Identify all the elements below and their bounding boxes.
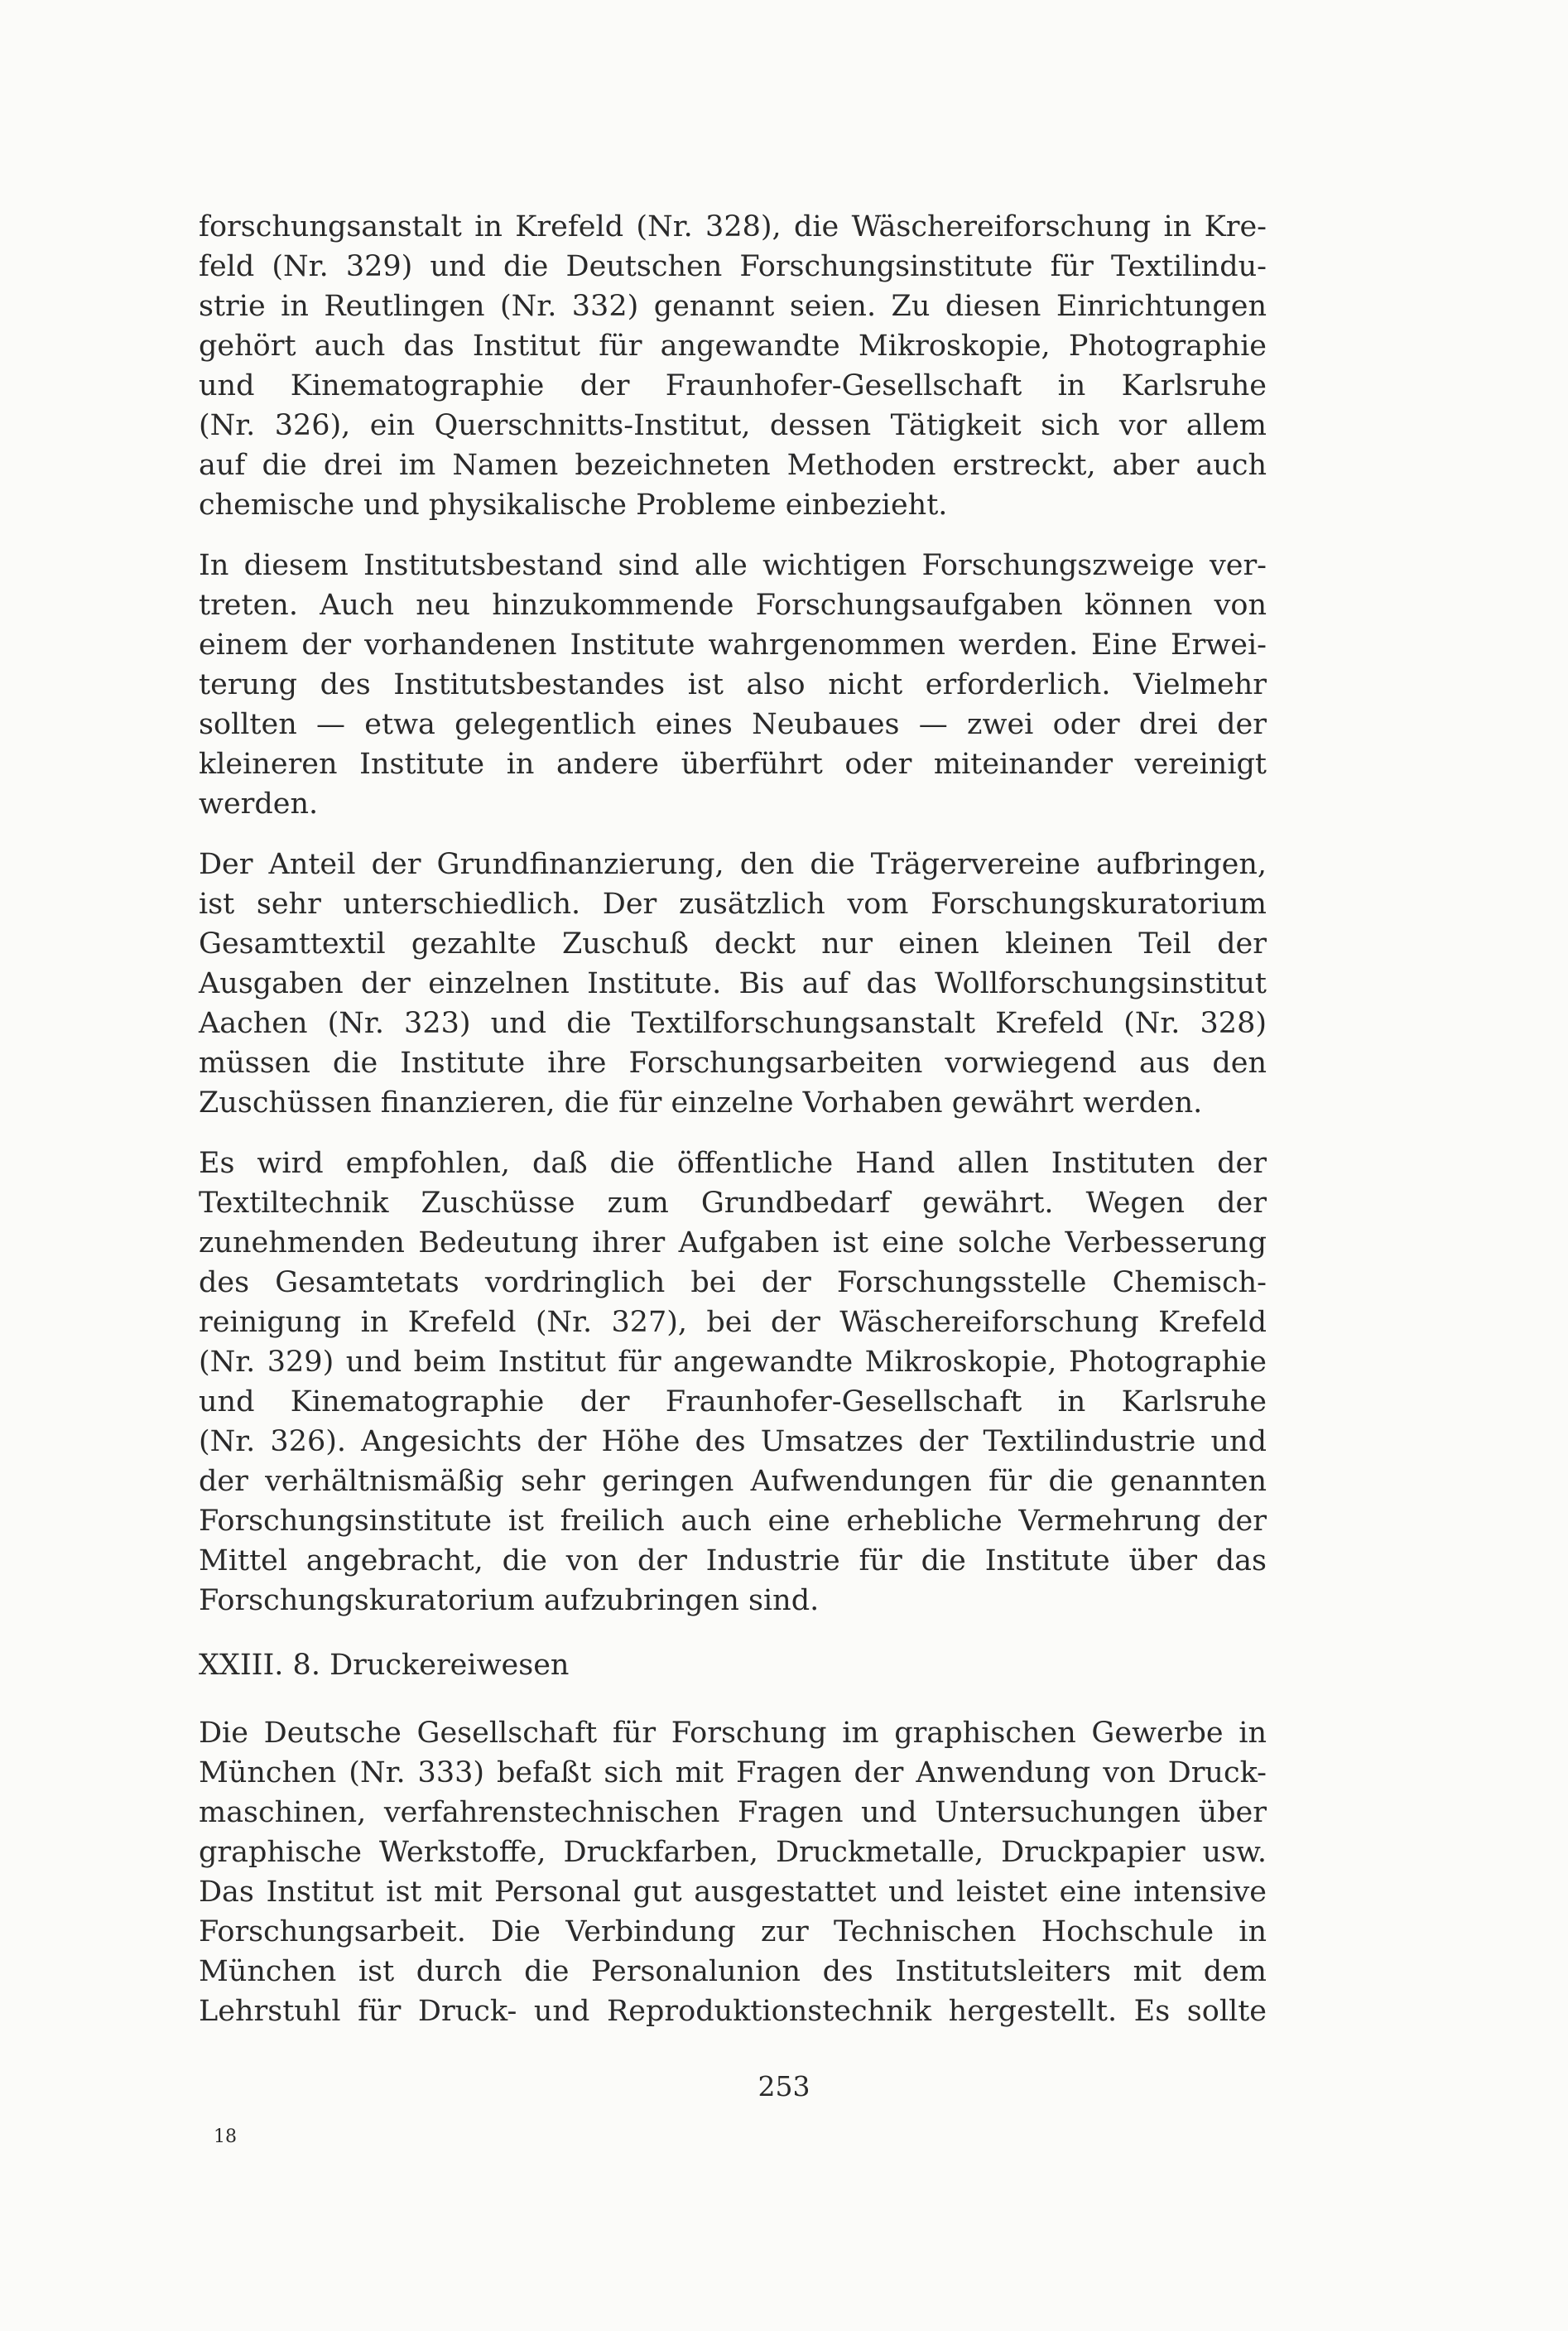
signature-mark: 18 xyxy=(214,2126,237,2147)
text-line: forschungsanstalt in Krefeld (Nr. 328), die Wäschereiforschung in Kre- xyxy=(199,210,1267,243)
text-line: Forschungsinstitute ist freilich auch eine erhebliche Vermehrung der xyxy=(199,1505,1267,1538)
text-line: Das Institut ist mit Personal gut ausgestattet und leistet eine intensive xyxy=(199,1876,1267,1909)
text-line: reinigung in Krefeld (Nr. 327), bei der Wäschereiforschung Krefeld xyxy=(199,1306,1267,1339)
text-line: der verhältnismäßig sehr geringen Aufwendungen für die genannten xyxy=(199,1465,1267,1498)
text-line: ist sehr unterschiedlich. Der zusätzlich vom Forschungskuratorium xyxy=(199,888,1267,921)
text-line: müssen die Institute ihre Forschungsarbeiten vorwiegend aus den xyxy=(199,1047,1267,1080)
text-line: München (Nr. 333) befaßt sich mit Fragen der Anwendung von Druck- xyxy=(199,1756,1267,1789)
body-text xyxy=(199,207,1267,1621)
text-line: kleineren Institute in andere überführt oder miteinander vereinigt xyxy=(199,748,1267,781)
text-line: feld (Nr. 329) und die Deutschen Forschungsinstitute für Textilindu- xyxy=(199,250,1267,283)
text-line: auf die drei im Namen bezeichneten Methoden erstreckt, aber auch xyxy=(199,449,1267,482)
section-heading: XXIII. 8. Druckereiwesen xyxy=(199,1649,570,1682)
text-line: (Nr. 329) und beim Institut für angewandte Mikroskopie, Photographie xyxy=(199,1346,1267,1379)
text-line: Textiltechnik Zuschüsse zum Grundbedarf gewährt. Wegen der xyxy=(199,1187,1267,1220)
text-line: treten. Auch neu hinzukommende Forschungsaufgaben können von xyxy=(199,589,1267,622)
paragraph xyxy=(199,1144,1267,1621)
text-line: Forschungskuratorium aufzubringen sind. xyxy=(199,1584,820,1617)
text-line: zunehmenden Bedeutung ihrer Aufgaben ist eine solche Verbesserung xyxy=(199,1226,1267,1259)
text-line: sollten — etwa gelegentlich eines Neubaues — zwei oder drei der xyxy=(199,708,1267,741)
text-line: Mittel angebracht, die von der Industrie für die Institute über das xyxy=(199,1544,1267,1577)
text-line: (Nr. 326), ein Querschnitts-Institut, dessen Tätigkeit sich vor allem xyxy=(199,409,1267,442)
text-line: Lehrstuhl für Druck- und Reproduktionstechnik hergestellt. Es sollte xyxy=(199,1995,1267,2028)
text-line: maschinen, verfahrenstechnischen Fragen und Untersuchungen über xyxy=(199,1796,1267,1829)
paragraph xyxy=(199,207,1267,525)
text-line: und Kinematographie der Fraunhofer-Gesellschaft in Karlsruhe xyxy=(199,1385,1267,1418)
page-number: 253 xyxy=(758,2070,810,2102)
text-line: strie in Reutlingen (Nr. 332) genannt seien. Zu diesen Einrichtungen xyxy=(199,290,1267,323)
text-line: In diesem Institutsbestand sind alle wichtigen Forschungszweige ver- xyxy=(199,549,1267,582)
text-line: München ist durch die Personalunion des Institutsleiters mit dem xyxy=(199,1955,1267,1988)
text-line: werden. xyxy=(199,787,319,821)
text-line: gehört auch das Institut für angewandte Mikroskopie, Photographie xyxy=(199,330,1267,363)
section-body-text xyxy=(199,1713,1267,2031)
text-line: Es wird empfohlen, daß die öffentliche Hand allen Instituten der xyxy=(199,1147,1267,1180)
text-line: einem der vorhandenen Institute wahrgenommen werden. Eine Erwei- xyxy=(199,629,1267,662)
text-line: terung des Institutsbestandes ist also nicht erforderlich. Vielmehr xyxy=(199,668,1267,701)
text-line: Zuschüssen finanzieren, die für einzelne Vorhaben gewährt werden. xyxy=(199,1086,1203,1120)
paragraph xyxy=(199,845,1267,1123)
paragraph xyxy=(199,546,1267,824)
text-line: chemische und physikalische Probleme einbezieht. xyxy=(199,489,948,522)
text-line: des Gesamtetats vordringlich bei der Forschungsstelle Chemisch- xyxy=(199,1266,1267,1299)
text-line: Gesamttextil gezahlte Zuschuß deckt nur einen kleinen Teil der xyxy=(199,927,1267,961)
text-line: Forschungsarbeit. Die Verbindung zur Technischen Hochschule in xyxy=(199,1915,1267,1948)
text-line: Aachen (Nr. 323) und die Textilforschungsanstalt Krefeld (Nr. 328) xyxy=(199,1007,1267,1040)
text-line: Ausgaben der einzelnen Institute. Bis auf das Wollforschungsinstitut xyxy=(199,967,1267,1000)
text-line: Die Deutsche Gesellschaft für Forschung im graphischen Gewerbe in xyxy=(199,1717,1267,1750)
text-line: (Nr. 326). Angesichts der Höhe des Umsatzes der Textilindustrie und xyxy=(199,1425,1267,1458)
paragraph xyxy=(199,1713,1267,2031)
text-line: und Kinematographie der Fraunhofer-Gesellschaft in Karlsruhe xyxy=(199,369,1267,402)
text-line: graphische Werkstoffe, Druckfarben, Druckmetalle, Druckpapier usw. xyxy=(199,1836,1267,1869)
page-body xyxy=(199,207,1267,2052)
text-line: Der Anteil der Grundfinanzierung, den die Trägervereine aufbringen, xyxy=(199,848,1267,881)
